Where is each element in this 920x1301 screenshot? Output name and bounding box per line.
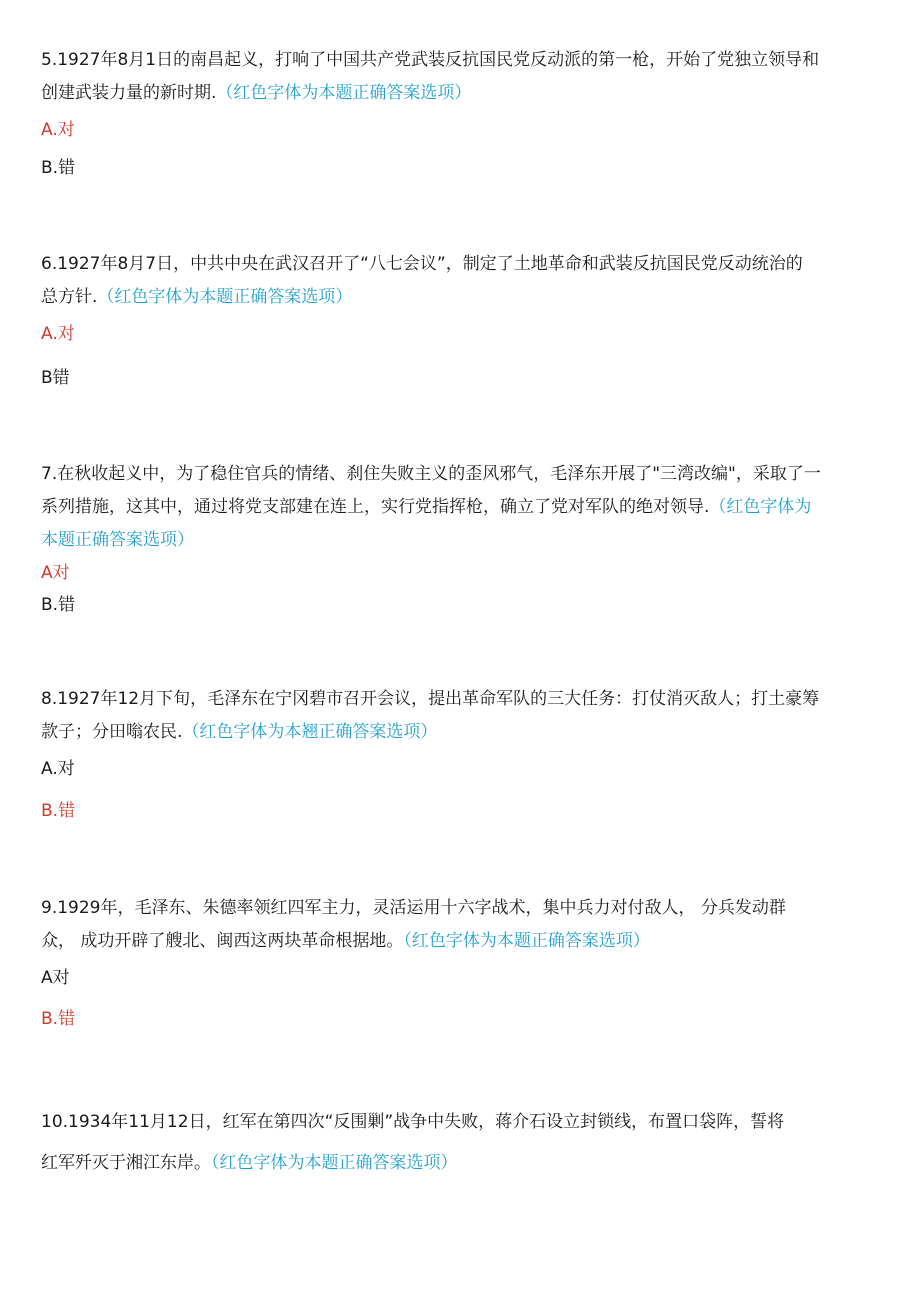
question-5-text-end: 创建武装力量的新时期.	[41, 83, 217, 103]
question-6-option-a: A.对	[41, 324, 75, 344]
question-7-text-line-1: 7.在秋收起义中，为了稳住官兵的情绪、刹住失败主义的歪风邪气，毛泽东开展了"三湾改编"，采取了一	[41, 464, 821, 484]
question-8-option-a: A.对	[41, 759, 75, 779]
question-8-option-b: B.错	[41, 801, 76, 821]
question-5-option-a: A.对	[41, 120, 75, 140]
answer-hint: （红色字体为本翘正确答案选项）	[182, 722, 438, 742]
question-7-option-b: B.错	[41, 595, 76, 615]
answer-hint: （红色字体为本题正确答案选项）	[211, 1153, 458, 1173]
question-6-text-line-2	[41, 286, 890, 308]
question-6-text-end: 总方针.	[41, 287, 98, 307]
question-7-text-end: 系列措施，这其中，通过将党支部建在连上，实行党指挥枪，确立了党对军队的绝对领导.	[41, 497, 710, 517]
question-10-text-line-1: 10.1934年11月12日，红军在第四次“反围剿”战争中失败，蒋介石设立封锁线，布置口袋阵，誓将	[41, 1112, 785, 1132]
question-5-text-line-1: 5.1927年8月1日的南昌起义，打响了中国共产党武装反抗国民党反动派的第一枪，开始了党独立领导和	[41, 50, 820, 70]
question-9-text-end: 众， 成功开辟了艘北、闽西这两块革命根据地。	[41, 931, 404, 951]
answer-hint: （红色字体为本题正确答案选项）	[403, 931, 650, 951]
question-9-text-line-1: 9.1929年，毛泽东、朱德率领红四军主力，灵活运用十六字战术，集中兵力对付敌人， 分兵发动群	[41, 898, 786, 918]
answer-hint: （红色字体为本题正确答案选项）	[97, 287, 353, 307]
question-7-option-a: A对	[41, 563, 70, 583]
answer-hint: （红色字体为本题正确答案选项）	[216, 83, 472, 103]
question-9-option-b: B.错	[41, 1009, 76, 1029]
answer-hint-part-2: 本题正确答案选项）	[41, 530, 194, 550]
question-9-text-line-2	[41, 930, 890, 952]
question-8-text-line-2	[41, 721, 890, 743]
answer-hint-part-1: （红色字体为	[709, 497, 812, 517]
question-7-text-line-2	[41, 496, 890, 518]
question-5-option-b: B.错	[41, 158, 76, 178]
question-8-text-line-1: 8.1927年12月下旬，毛泽东在宁冈碧市召开会议，提出革命军队的三大任务：打仗消灭敌人；打土豪筹	[41, 689, 820, 709]
question-10-text-line-2	[41, 1152, 890, 1174]
question-6-option-b: B错	[41, 368, 70, 388]
question-9-option-a: A对	[41, 968, 70, 988]
question-8-text-end: 款子；分田嗡农民.	[41, 722, 183, 742]
question-5-text-line-2	[41, 82, 890, 104]
question-10-text-end: 红军歼灭于湘江东岸。	[41, 1153, 211, 1173]
question-6-text-line-1: 6.1927年8月7日，中共中央在武汉召开了“八七会议”，制定了土地革命和武装反抗国民党反动统治的	[41, 254, 803, 274]
